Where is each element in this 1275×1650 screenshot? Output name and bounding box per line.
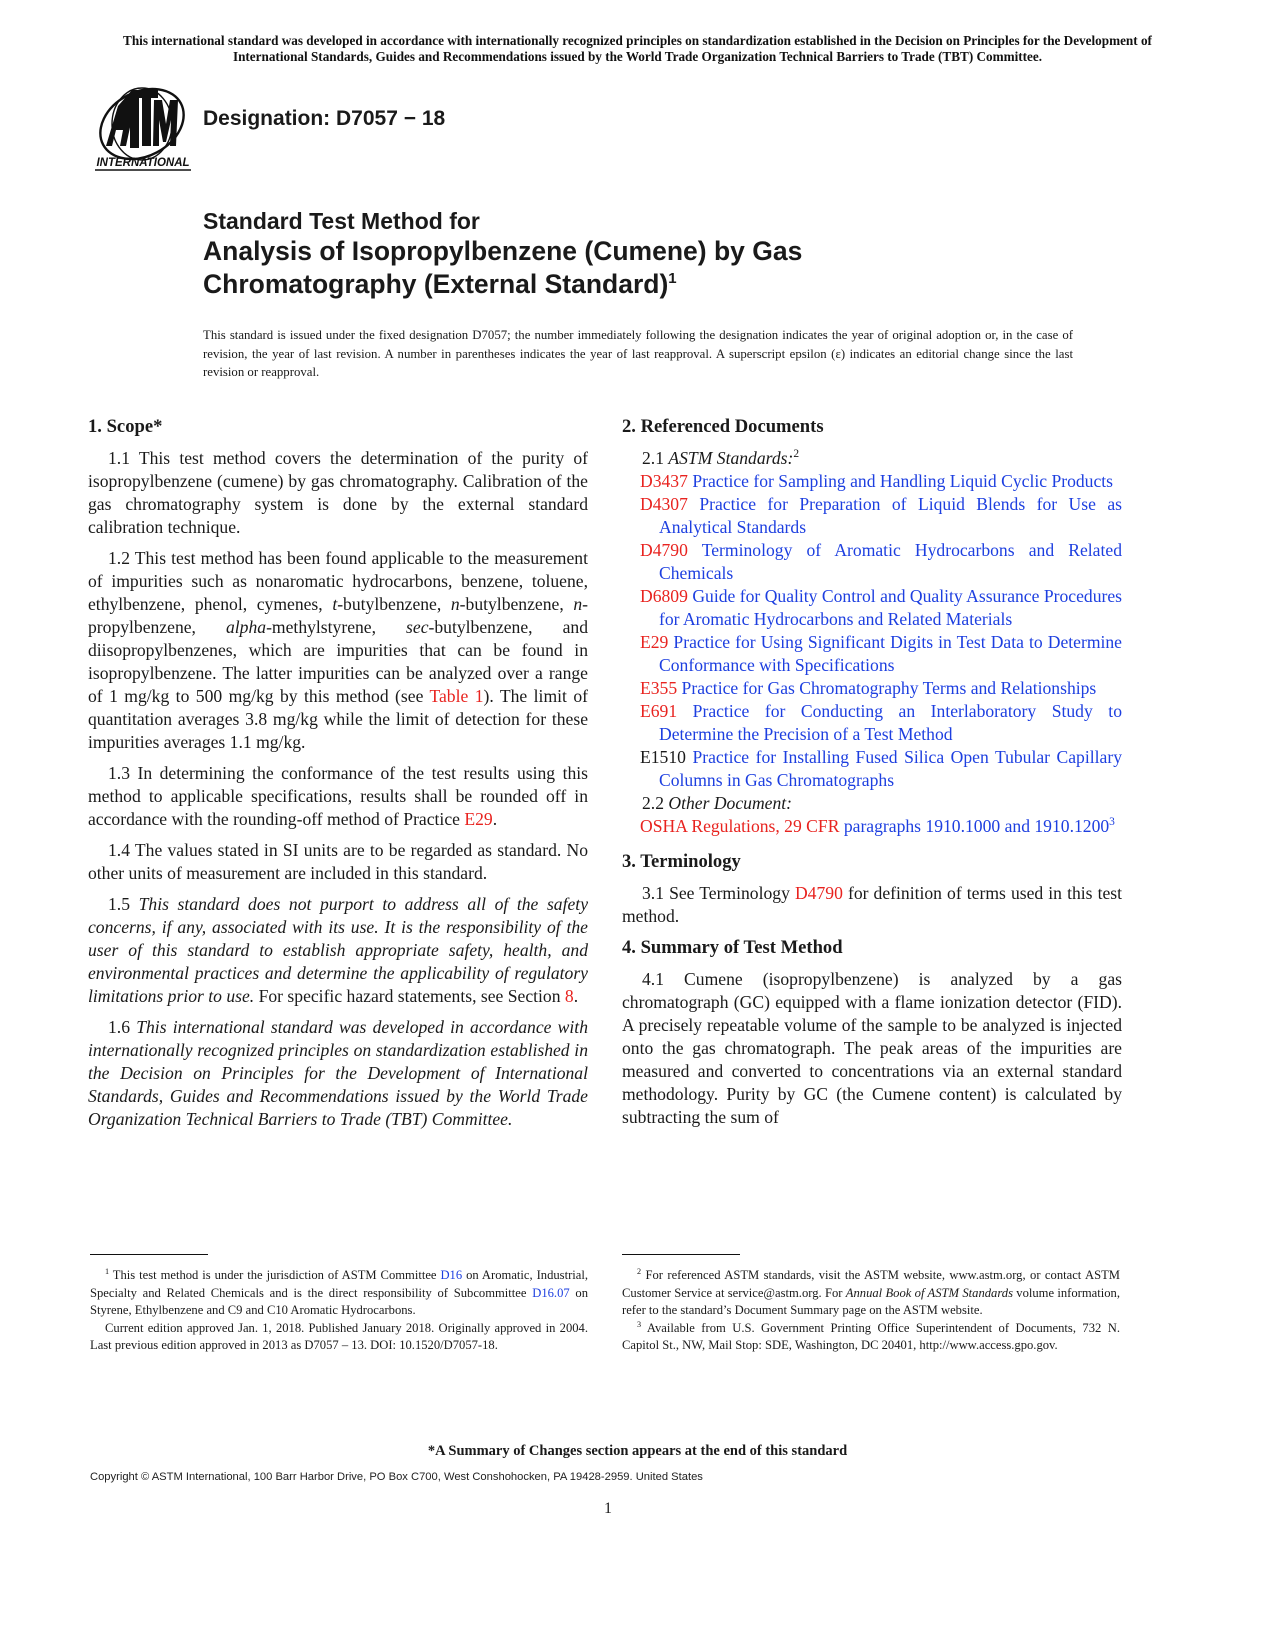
title-line-1: Standard Test Method for: [203, 208, 480, 234]
footnotes-right: [622, 1267, 1120, 1355]
title-line-3: Chromatography (External Standard)$^1$: [203, 269, 677, 299]
e29-link[interactable]: E29: [464, 809, 493, 829]
terminology-heading: 3. Terminology: [622, 851, 741, 872]
page-number: 1: [604, 1500, 612, 1517]
reference-item[interactable]: D6809 Guide for Quality Control and Quality Assurance Procedures for Aromatic Hydrocarbons and Related Materials: [640, 586, 1123, 629]
footnote-rule-left: [90, 1254, 208, 1255]
left-column: [88, 415, 588, 1139]
footnote-2-ref[interactable]: 2: [793, 448, 800, 461]
reference-item[interactable]: E691 Practice for Conducting an Interlaboratory Study to Determine the Precision of a Test Method: [640, 701, 1122, 744]
table-1-link[interactable]: Table 1: [429, 686, 484, 706]
section-8-link[interactable]: 8: [564, 986, 574, 1006]
issued-statement: This standard is issued under the fixed designation D7057; the number immediately following the designation indicates the year of original adoption or, in the case of revision, the year of last revision. A number in parentheses indicates the year of last reapproval. A superscript epsilon (ε) indicates an editorial change since the last revision or reapproval.: [203, 328, 1073, 379]
footnote-1: $^1$ This test method is under the jurisdiction of ASTM Committee D16 on Aromatic, Industrial, Specialty and Related Chemicals and is the direct responsibility of Subcommittee D16.07 on Styrene, Ethylbenzene and C9 and C10 Aromatic Hydrocarbons.: [90, 1266, 589, 1317]
document-title: [203, 207, 1103, 301]
footnote-rule-right: [622, 1254, 740, 1255]
reference-item[interactable]: D4307 Practice for Preparation of Liquid Blends for Use as Analytical Standards: [640, 494, 1122, 537]
reference-item[interactable]: D4790 Terminology of Aromatic Hydrocarbons and Related Chemicals: [640, 540, 1122, 583]
logo-text: INTERNATIONAL: [96, 157, 190, 169]
para-1-4: 1.4 The values stated in SI units are to be regarded as standard. No other units of measurement are included in this standard.: [88, 840, 588, 883]
para-3-1: 3.1 See Terminology D4790 for definition of terms used in this test method.: [622, 883, 1123, 926]
summary-heading: 4. Summary of Test Method: [622, 937, 843, 958]
para-1-6: 1.6 This international standard was developed in accordance with internationally recognized principles on standardization established in the Decision on Principles for the Development of International Standards, Guides and Recommendations issued by the World Trade Organization Technical Barriers to Trade (TBT) Committee.: [88, 1017, 588, 1129]
para-1-2: 1.2 This test method has been found applicable to the measurement of impurities such as nonaromatic hydrocarbons, benzene, toluene, ethylbenzene, phenol, cymenes, t-butylbenzene, n-butylbenzene, n-propylbenzene, alpha-methylstyrene, sec-butylbenzene, and diisopropylbenzenes, which are impurities that can be found in isopropylbenzene. The latter impurities can be analyzed over a range of 1 mg/kg to 500 mg/kg by this method (see Table 1). The limit of quantitation averages 3.8 mg/kg while the limit of detection for these impurities averages 1.1 mg/kg.: [88, 548, 589, 752]
footnotes-left: [90, 1267, 588, 1355]
footnote-2: $^2$ For referenced ASTM standards, visit the ASTM website, www.astm.org, or contact ASTM Customer Service at service@astm.org. For Annual Book of ASTM Standards volume information, refer to the standard’s Document Summary page on the ASTM website.: [622, 1266, 1120, 1317]
footnote-1-edition: Current edition approved Jan. 1, 2018. Published January 2018. Originally approved in 2004. Last previous edition approved in 2013 as D7057 – 13. DOI: 10.1520/D7057-18.: [90, 1320, 588, 1352]
para-1-3: 1.3 In determining the conformance of the test results using this method to applicable specifications, results shall be rounded off in accordance with the rounding-off method of Practice E29.: [88, 763, 588, 829]
reference-item[interactable]: E355 Practice for Gas Chromatography Terms and Relationships: [640, 678, 1097, 698]
summary-of-changes-note: *A Summary of Changes section appears at the end of this standard: [427, 1443, 848, 1459]
para-1-1: 1.1 This test method covers the determination of the purity of isopropylbenzene (cumene) by gas chromatography. Calibration of the gas chromatography system is done by the external standard calibration technique.: [88, 448, 588, 537]
footnote-3: $^3$ Available from U.S. Government Printing Office Superintendent of Documents, 732 N. Capitol St., NW, Mail Stop: SDE, Washington, DC 20401, http://www.access.gpo.gov.: [622, 1319, 1120, 1352]
d4790-link[interactable]: D4790: [794, 883, 843, 903]
osha-reference[interactable]: OSHA Regulations, 29 CFR paragraphs 1910.1000 and 1910.1200$^3$: [640, 816, 1115, 836]
para-1-5: 1.5 This standard does not purport to address all of the safety concerns, if any, associated with its use. It is the responsibility of the user of this standard to establish appropriate safety, health, and environmental practices and determine the applicability of regulatory limitations prior to use. For specific hazard statements, see Section 8.: [88, 894, 589, 1006]
astm-standards-label: 2.1 ASTM Standards:$^2$: [642, 448, 800, 468]
reference-item[interactable]: D3437 Practice for Sampling and Handling Liquid Cyclic Products: [640, 471, 1114, 491]
copyright: Copyright © ASTM International, 100 Barr Harbor Drive, PO Box C700, West Conshohocken, PA 19428-2959. United States: [90, 1471, 703, 1483]
reference-list: [622, 470, 1122, 792]
para-4-1: 4.1 Cumene (isopropylbenzene) is analyzed by a gas chromatograph (GC) equipped with a flame ionization detector (FID). A precisely repeatable volume of the sample to be analyzed is injected onto the gas chromatograph. The peak areas of the impurities are measured and converted to concentrations via an external standard methodology. Purity by GC (the Cumene content) is calculated by subtracting the sum of: [622, 969, 1122, 1127]
reference-item[interactable]: E1510 Practice for Installing Fused Silica Open Tubular Capillary Columns in Gas Chromatographs: [640, 747, 1122, 790]
footnote-3-ref[interactable]: 3: [1109, 816, 1115, 829]
other-document-label: 2.2 Other Document:: [642, 793, 793, 813]
referenced-documents-heading: 2. Referenced Documents: [622, 416, 824, 437]
designation: Designation: D7057 − 18: [203, 107, 446, 130]
d16-link[interactable]: D16: [440, 1268, 463, 1282]
title-line-2: Analysis of Isopropylbenzene (Cumene) by Gas: [203, 236, 803, 266]
title-footnote-ref[interactable]: 1: [668, 270, 677, 288]
right-column: [622, 415, 1122, 1137]
scope-heading: 1. Scope*: [88, 416, 163, 437]
reference-item[interactable]: E29 Practice for Using Significant Digits in Test Data to Determine Conformance with Specifications: [640, 632, 1122, 675]
wto-notice: This international standard was developed in accordance with internationally recognized principles on standardization established in the Decision on Principles for the Development of International Standards, Guides and Recommendations issued by the World Trade Organization Technical Barriers to Trade (TBT) Committee.: [123, 33, 1152, 64]
d16-07-link[interactable]: D16.07: [532, 1285, 570, 1300]
astm-logo: [92, 84, 194, 176]
